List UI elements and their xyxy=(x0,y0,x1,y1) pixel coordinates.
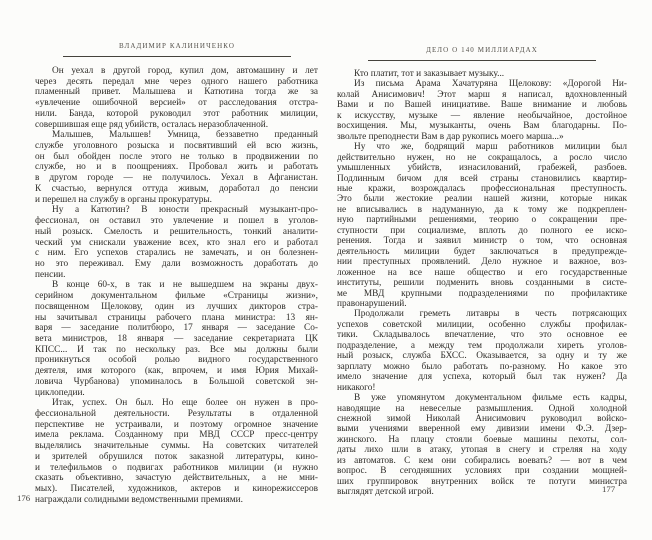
text-line: через десять передал мне через одного нашего работника xyxy=(35,76,318,87)
text-line: правонарушений. xyxy=(337,298,407,309)
text-line: ловича Чурбанова) упоминалось в Большой советской эн- xyxy=(35,376,318,387)
text-line: жинского. На плацу стояли боевые машины пехоты, сол- xyxy=(337,434,627,445)
text-line: службе уголовного розыска и посвятивший ей всю жизнь, xyxy=(35,141,318,152)
text-line: перспективе не устраивали, и поэтому огромное значение xyxy=(35,419,318,430)
text-line: и зрителей обрушился поток заказной литературы, кино- xyxy=(35,451,318,462)
text-line: умышленных убийств, изнасилований, грабежей, разбоев. xyxy=(337,163,627,174)
text-line: ную партийными решениями, теорию о сокращении пре- xyxy=(337,215,627,226)
text-line: ные кражи, возрождалась профессиональная преступность. xyxy=(337,183,627,194)
paragraph xyxy=(35,280,318,398)
text-line: никакого! xyxy=(337,382,376,393)
text-line: Малышев, Малышев! Умница, беззаветно преданный xyxy=(52,130,318,141)
text-line: в другом городе — не получилось. Уехал в Афганистан. xyxy=(35,173,318,184)
left-page-body xyxy=(35,66,318,505)
text-line: из автоматов. С кем они собирались воевать? — вот в чем xyxy=(337,455,627,466)
paragraph xyxy=(337,69,627,79)
right-running-head: ДЕЛО О 140 МИЛЛИАРДАХ xyxy=(426,46,538,54)
text-line: пенсии. xyxy=(35,269,66,280)
text-line: посвященном Щелокову, один из лучших дикторов стра- xyxy=(35,301,318,312)
text-line: Из письма Арама Хачатуряна Щелокову: «Дорогой Ни- xyxy=(354,79,627,90)
text-line: Итак, успех. Он был. Но еще более он нужен в про- xyxy=(52,398,318,409)
text-line: ный розыск. Смелость и решительность, тонкий аналити- xyxy=(35,226,318,237)
text-line: пламенный привет. Малышева и Катютина тогда же за xyxy=(35,87,318,98)
text-line: имело значение для успеха, который был так нужен? Да xyxy=(337,372,627,383)
text-line: Ну а Катютин? В юности прекрасный музыкант-про- xyxy=(52,205,318,216)
text-line: проникнуться особой ролью видного государственного xyxy=(35,355,318,366)
text-line: циклопедии. xyxy=(35,387,85,398)
paragraph xyxy=(35,66,318,130)
text-line: Продолжали греметь литавры в честь потрясающих xyxy=(354,309,627,320)
text-line: службе, но и в поощрениях. Пробовал жить и работать xyxy=(35,162,318,173)
text-line: и телефильмов о подвигах работников милиции (и нужно xyxy=(35,462,318,473)
right-page-number: 177 xyxy=(602,484,616,494)
text-line: к искусству, музыке — явление необычайное, достойное xyxy=(337,110,627,121)
text-line: В конце 60-х, в так и не вышедшем на экраны двух- xyxy=(52,280,318,291)
text-line: нии преступных проявлений. Дело нужное и важное, воз- xyxy=(337,257,627,268)
text-line: мых). Писателей, художников, актеров и кинорежиссеров xyxy=(35,484,318,495)
text-line: выми учениями вверенной ему дивизии имени Ф.Э. Дзер- xyxy=(337,424,627,435)
text-line: ный розыск, служба БХСС. Оказывается, за одну и ту же xyxy=(337,351,627,362)
text-line: Он уехал в другой город, купил дом, автомашину и лет xyxy=(52,66,318,76)
left-page-number: 176 xyxy=(17,493,31,503)
text-line: выделялись значительные суммы. На советских читателей xyxy=(35,441,318,452)
text-line: выглядят детской игрой. xyxy=(337,487,434,498)
text-line: ческий ум снискали уважение всех, кто знал его и работал xyxy=(35,237,318,248)
paragraph xyxy=(337,393,627,498)
text-line: вета министров, 18 января — заседание секретариата ЦК xyxy=(35,333,318,344)
text-line: зарплату можно было работать по-разному. Но какое это xyxy=(337,361,627,372)
text-line: ны зачитывал страницы рабочего плана министра: 13 ян- xyxy=(35,312,318,323)
text-line: наводящие на невеселые размышления. Одной холодной xyxy=(337,403,627,414)
text-line: совершившая еще ряд убийств, осталась неразоблаченной. xyxy=(35,119,269,130)
text-line: имела реклама. Созданному при МВД СССР пресс-центру xyxy=(35,430,318,441)
text-line: награждали солидными ведомственными премиями. xyxy=(35,494,243,505)
text-line: тики. Складывалось впечатление, что это основное ее xyxy=(337,330,627,341)
left-running-head: ВЛАДИМИР КАЛИНИЧЕНКО xyxy=(118,42,236,50)
text-line: К счастью, вернулся оттуда живым, доработал до пенсии xyxy=(35,183,318,194)
text-line: Это были жестокие реалии нашей жизни, которые никак xyxy=(337,194,627,205)
paragraph xyxy=(35,130,318,205)
text-line: колай Анисимович! Этот марш я написал, вдохновленный xyxy=(337,89,627,100)
text-line: серийном документальном фильме «Страницы жизни», xyxy=(35,291,318,302)
text-line: даты лихо шли в атаку, утопая в снегу и стреляя на ходу xyxy=(337,445,627,456)
text-line: подразделение, а между тем продолжали хиреть уголов- xyxy=(337,340,627,351)
text-line: В уже упомянутом документальном фильме есть кадры, xyxy=(354,393,627,404)
text-line: ренения. Тогда и заявил министр о том, что основная xyxy=(337,236,627,247)
text-line: деятельность милиции будет заключаться в предупрежде- xyxy=(337,246,627,257)
text-line: ме МВД крупными подразделениями по профилактике xyxy=(337,288,627,299)
text-line: с ним. Его успехов старались не замечать, и он болезнен- xyxy=(35,248,318,259)
text-line: институты, решили подменить вновь созданными в систе- xyxy=(337,278,627,289)
text-line: фессионал, он оставил это увлечение и пошел в уголов- xyxy=(35,216,318,227)
text-line: снежной зимой Николай Анисимович руководил войско- xyxy=(337,413,627,424)
text-line: звольте преподнести Вам в дар рукопись моего марша...» xyxy=(337,131,564,142)
text-line: он был обойден после этого не только в продвижении по xyxy=(35,151,318,162)
text-line: но это переживал. Ему дали возможность доработать до xyxy=(35,258,318,269)
paragraph xyxy=(337,309,627,393)
text-line: вопрос. В сегодняшних условиях при создании мощней- xyxy=(337,466,627,477)
text-line: Подлинным бичом для всей страны становились квартир- xyxy=(337,173,627,184)
text-line: Вами и по Вашей инициативе. Ваше внимание и любовь xyxy=(337,100,627,111)
paragraph xyxy=(337,79,627,142)
text-line: нили. Банда, которой руководил этот работник милиции, xyxy=(35,108,318,119)
text-line: Кто платит, тот и заказывает музыку... xyxy=(354,69,505,79)
text-line: действительно нужен, но не сокращалось, а росло число xyxy=(337,152,627,163)
text-line: варя — заседание политбюро, 17 января — заседание Со- xyxy=(35,323,318,334)
text-line: успехов советской милиции, особенно службы профилак- xyxy=(337,319,627,330)
text-line: КПСС... И так по нескольку раз. Все мы должны были xyxy=(35,344,318,355)
text-line: восхищения. Мы, музыканты, очень Вам благодарны. По- xyxy=(337,121,627,132)
text-line: ступности при социализме, вплоть до полного ее иско- xyxy=(337,225,627,236)
paragraph xyxy=(35,205,318,280)
text-line: Ну что же, бодрящий марш работников милиции был xyxy=(354,142,627,153)
right-header-rule xyxy=(368,60,596,61)
text-line: ших группировок внутренних войск те потуги министра xyxy=(337,476,627,487)
text-line: ложенное на все наше общество и его государственные xyxy=(337,267,627,278)
text-line: фессиональной деятельности. Результаты в отдаленной xyxy=(35,409,318,419)
text-line: «увлечение ошибочной версией» от расследования отстра- xyxy=(35,98,318,109)
left-header-rule xyxy=(63,56,291,57)
text-line: и перешел на службу в органы прокуратуры. xyxy=(35,194,212,205)
paragraph xyxy=(337,142,627,309)
text-line: деятеля, имя которого (как, впрочем, и имя Юрия Михай- xyxy=(35,366,318,377)
right-page-body xyxy=(337,69,627,498)
text-line: не вписывались в надуманную, да к тому же подкреплен- xyxy=(337,204,627,215)
paragraph xyxy=(35,398,318,505)
text-line: сказать объективно, зачастую действительных, а не мни- xyxy=(35,473,318,484)
